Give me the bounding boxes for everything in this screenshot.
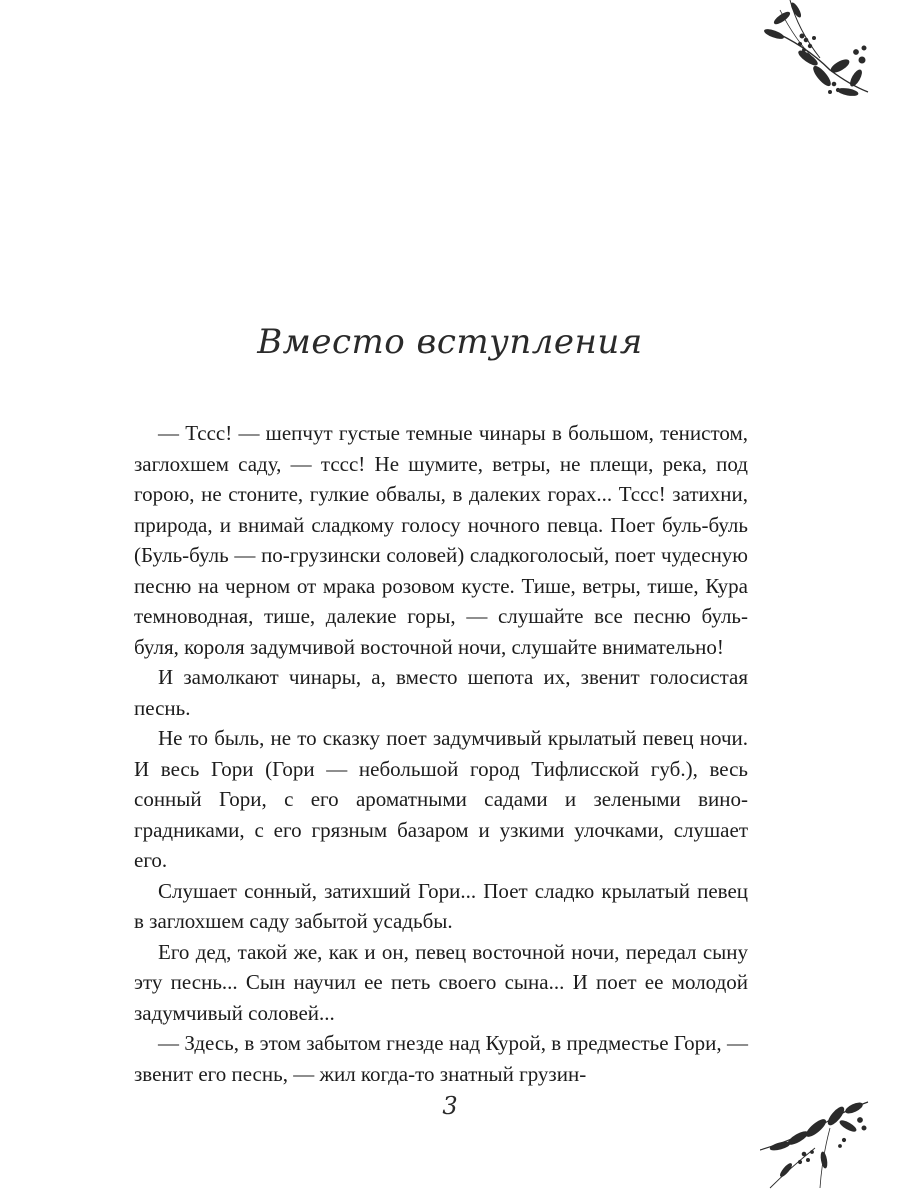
paragraph: — Здесь, в этом забытом гнезде над Курой, в предместье Гори, — звенит его песнь, — жил когда-то знатный грузин- [134,1031,748,1086]
body-text [134,418,748,1089]
chapter-title: Вместо вступления [257,322,643,362]
paragraph: Не то быль, не то сказку поет задумчивый крылатый певец ночи. И весь Гори (Гори — небольшой город Тифлисской губ.), весь сонный Гори, с его ароматными садами и зелеными виноградниками, с его грязным базаром и узкими улочками, слушает его. [134,726,748,872]
page-number: 3 [442,1092,458,1120]
paragraph: Его дед, такой же, как и он, певец восточной ночи, передал сыну эту песнь... Сын научил ее петь своего сына... И поет ее молодой задумчивый соловей... [134,939,748,1025]
paragraph: — Тссс! — шепчут густые темные чинары в большом, тенистом, заглохшем саду, — тссс! Не шумите, ветры, не плещи, река, под горою, не стоните, гулкие обвалы, в далеких горах... Тссс! затихни, природа, и внимай сладкому голосу ночного певца. Поет буль-буль (Буль-буль — по-грузински соловей) сладкоголосый, поет чудесную песню на черном от мрака розовом кусте. Тише, ветры, тише, Кура темноводная, тише, далекие горы, — слушайте все песню буль-буля, короля задумчивой восточной ночи, слушайте внимательно! [134,421,748,659]
paragraph: И замолкают чинары, а, вместо шепота их, звенит голосистая песнь. [134,665,748,720]
floral-ornament-top [760,0,870,100]
floral-ornament-bottom [760,1098,870,1190]
paragraph: Слушает сонный, затихший Гори... Поет сладко крылатый певец в заглохшем саду забытой усадьбы. [134,878,748,933]
